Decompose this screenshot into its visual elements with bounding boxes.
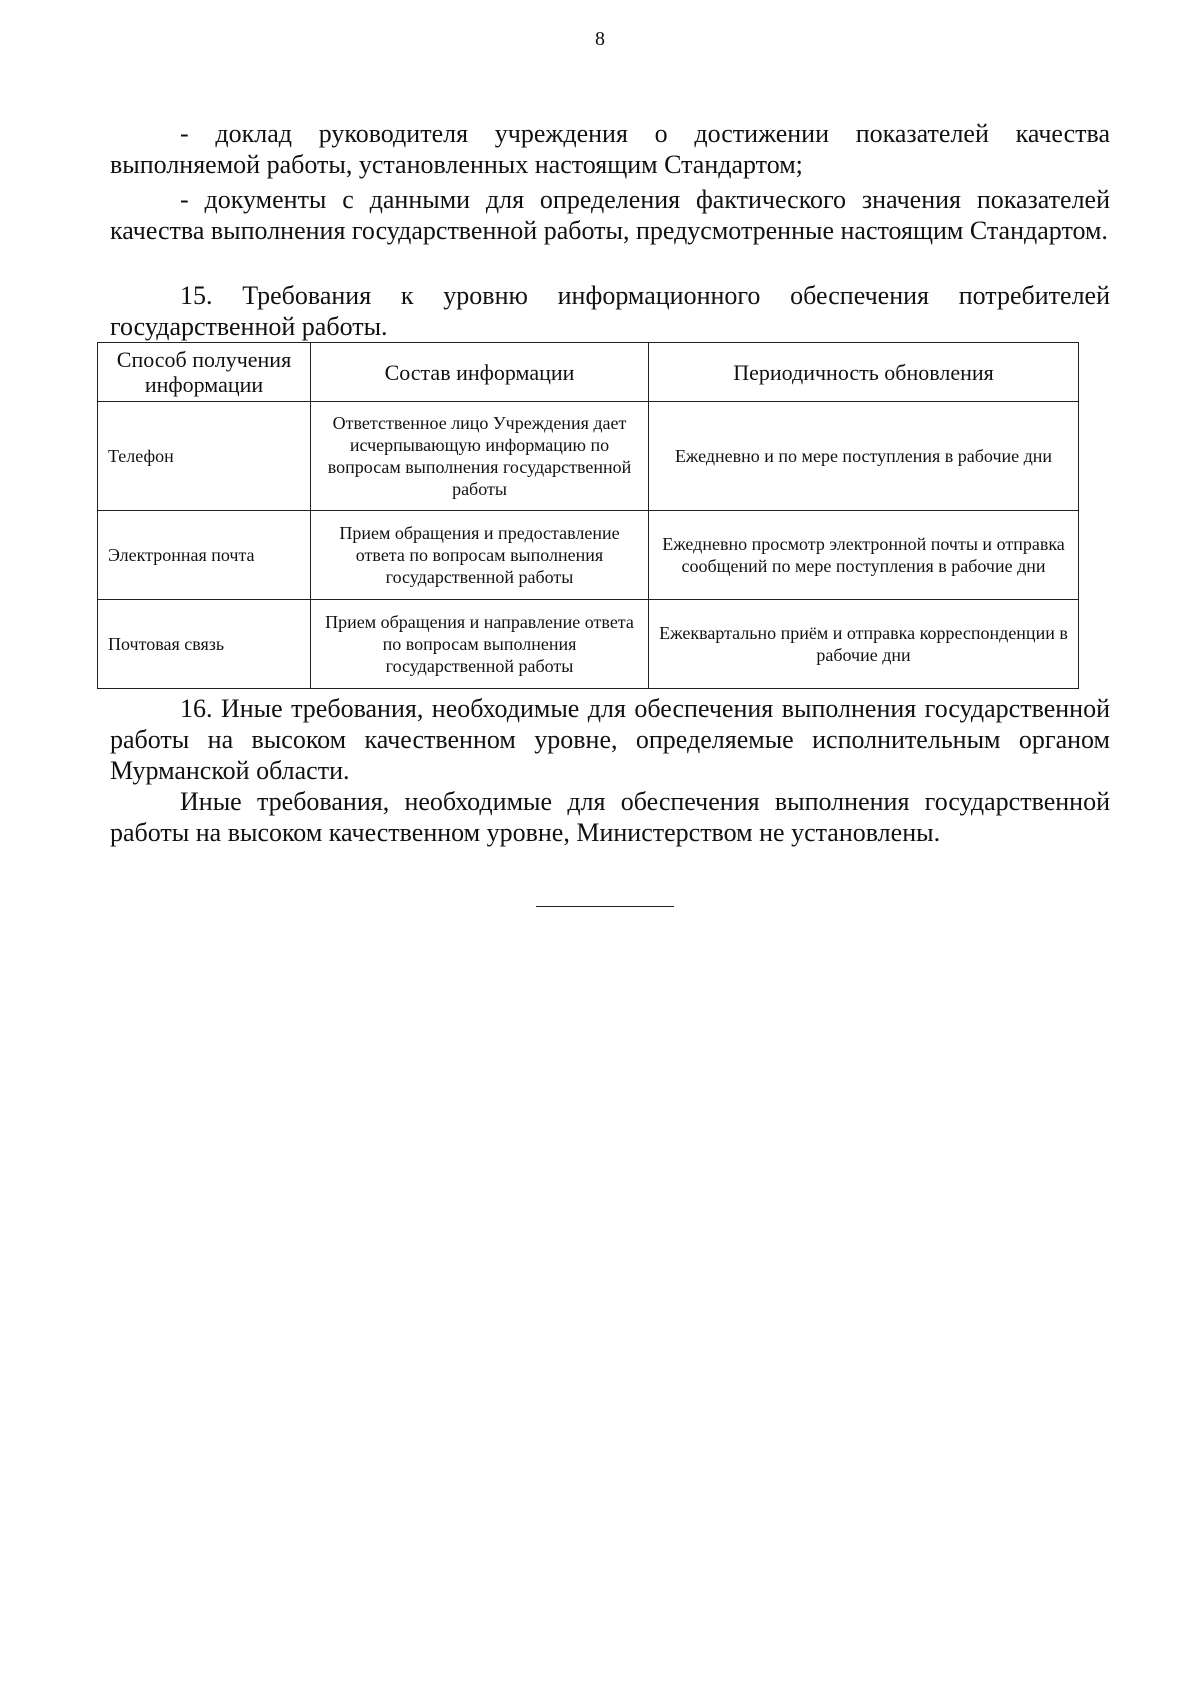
paragraph-not-established: Иные требования, необходимые для обеспечения выполнения государственной работы на высоком качественном уровне, Министерством не установлены. — [110, 787, 1110, 847]
section-16-heading: 16. Иные требования, необходимые для обеспечения выполнения государственной работы на высоком качественном уровне, определяемые исполнительным органом Мурманской области. — [110, 694, 1110, 785]
cell-content: Прием обращения и предоставление ответа по вопросам выполнения государственной работы — [311, 511, 649, 600]
end-separator-line — [536, 906, 674, 907]
cell-content: Ответственное лицо Учреждения дает исчерпывающую информацию по вопросам выполнения государственной работы — [311, 402, 649, 511]
cell-method: Телефон — [98, 402, 311, 511]
cell-period: Ежедневно просмотр электронной почты и отправка сообщений по мере поступления в рабочие дни — [649, 511, 1079, 600]
column-header-content: Состав информации — [311, 343, 649, 402]
information-requirements-table — [97, 342, 1079, 689]
table-row — [98, 511, 1079, 600]
paragraph-report-bullet: - доклад руководителя учреждения о достижении показателей качества выполняемой работы, установленных настоящим Стандартом; — [110, 119, 1110, 179]
page-number: 8 — [595, 28, 605, 50]
cell-period: Ежеквартально приём и отправка корреспонденции в рабочие дни — [649, 600, 1079, 689]
column-header-method: Способ получения информации — [98, 343, 311, 402]
table-row — [98, 600, 1079, 689]
paragraph-documents-bullet: - документы с данными для определения фактического значения показателей качества выполнения государственной работы, предусмотренные настоящим Стандартом. — [110, 185, 1110, 245]
cell-content: Прием обращения и направление ответа по вопросам выполнения государственной работы — [311, 600, 649, 689]
cell-period: Ежедневно и по мере поступления в рабочие дни — [649, 402, 1079, 511]
cell-method: Почтовая связь — [98, 600, 311, 689]
section-15-heading: 15. Требования к уровню информационного обеспечения потребителей государственной работы. — [110, 281, 1110, 341]
column-header-period: Периодичность обновления — [649, 343, 1079, 402]
table-header-row — [98, 343, 1079, 402]
table-row — [98, 402, 1079, 511]
cell-method: Электронная почта — [98, 511, 311, 600]
